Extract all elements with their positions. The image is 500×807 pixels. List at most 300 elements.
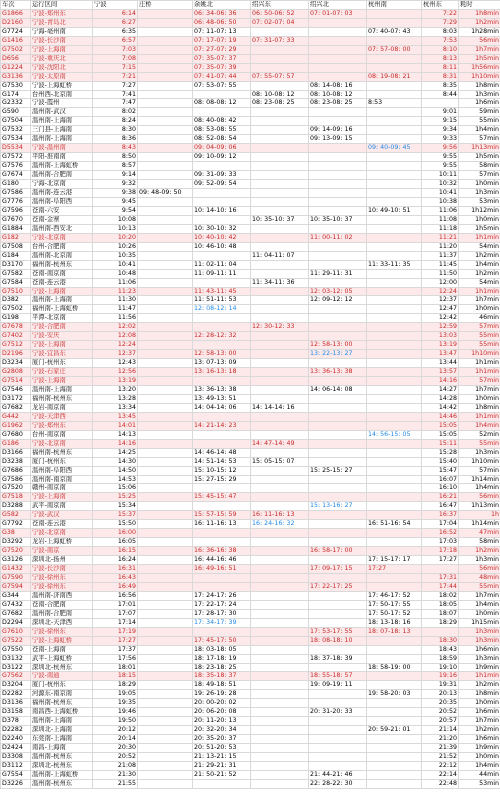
table-row[interactable] bbox=[1, 582, 500, 591]
cell-duration: 1h3min bbox=[459, 90, 500, 99]
cell-zhuangqiao bbox=[138, 744, 193, 753]
table-row[interactable] bbox=[1, 197, 500, 206]
cell-zhuangqiao bbox=[138, 197, 193, 206]
table-row[interactable] bbox=[1, 117, 500, 126]
table-row[interactable] bbox=[1, 108, 500, 117]
cell-shaoxingbei: 20: 31-20: 33 bbox=[309, 708, 367, 717]
cell-ningbo: 18:29 bbox=[93, 681, 138, 690]
cell-zhuangqiao bbox=[138, 385, 193, 394]
cell-shaoxingdong bbox=[251, 45, 309, 54]
cell-shaoxingbei: 12: 09-12: 12 bbox=[309, 296, 367, 305]
cell-ningbo: 19:46 bbox=[93, 708, 138, 717]
cell-zhuangqiao bbox=[138, 645, 193, 654]
cell-hangzhounan bbox=[367, 171, 422, 180]
cell-duration: 56min bbox=[459, 565, 500, 574]
cell-hangzhoudong: 17:31 bbox=[422, 574, 459, 583]
cell-zhuangqiao bbox=[138, 323, 193, 332]
cell-zhuangqiao bbox=[138, 359, 193, 368]
table-row[interactable] bbox=[1, 618, 500, 627]
cell-route: 宁波-长沙南 bbox=[31, 565, 93, 574]
cell-ningbo: 6:14 bbox=[93, 9, 138, 18]
table-row[interactable] bbox=[1, 762, 500, 771]
table-row[interactable] bbox=[1, 627, 500, 636]
cell-ningbo: 9:14 bbox=[93, 171, 138, 180]
cell-route: 武平-上海虹桥 bbox=[31, 654, 93, 663]
cell-zhuangqiao bbox=[138, 108, 193, 117]
cell-shaoxingbei: 17: 09-17: 15 bbox=[309, 565, 367, 574]
cell-yuyaobei bbox=[193, 278, 251, 287]
cell-ningbo: 21:55 bbox=[93, 779, 138, 788]
cell-route: 宁波-上海南 bbox=[31, 45, 93, 54]
cell-ningbo: 8:57 bbox=[93, 162, 138, 171]
cell-hangzhoudong: 20:52 bbox=[422, 708, 459, 717]
cell-route: 宁波-重庆北 bbox=[31, 54, 93, 63]
cell-duration: 56min bbox=[459, 36, 500, 45]
table-row[interactable] bbox=[1, 81, 500, 90]
cell-zhuangqiao bbox=[138, 627, 193, 636]
table-row[interactable] bbox=[1, 609, 500, 618]
table-row[interactable] bbox=[1, 99, 500, 108]
header-hangzhounan[interactable]: 杭州南 bbox=[367, 1, 422, 10]
cell-route: 厦门-杭州东 bbox=[31, 359, 93, 368]
table-row[interactable] bbox=[1, 412, 500, 421]
cell-shaoxingdong bbox=[251, 618, 309, 627]
cell-zhuangqiao bbox=[138, 600, 193, 609]
table-row[interactable] bbox=[1, 529, 500, 538]
cell-hangzhounan bbox=[367, 547, 422, 556]
table-row[interactable] bbox=[1, 269, 500, 278]
cell-hangzhoudong: 11:08 bbox=[422, 215, 459, 224]
cell-train-id: G7532 bbox=[1, 126, 31, 135]
cell-yuyaobei: 16: 36-16: 38 bbox=[193, 547, 251, 556]
cell-shaoxingdong bbox=[251, 421, 309, 430]
cell-zhuangqiao bbox=[138, 547, 193, 556]
cell-duration: 58min bbox=[459, 162, 500, 171]
cell-shaoxingdong bbox=[251, 699, 309, 708]
cell-duration: 1h10min bbox=[459, 350, 500, 359]
table-row[interactable] bbox=[1, 600, 500, 609]
cell-route: 宁波-徐州东 bbox=[31, 582, 93, 591]
cell-shaoxingdong bbox=[251, 600, 309, 609]
table-row[interactable] bbox=[1, 377, 500, 386]
cell-route: 宁波-太原南 bbox=[31, 72, 93, 81]
table-row[interactable] bbox=[1, 27, 500, 36]
table-row[interactable] bbox=[1, 171, 500, 180]
cell-train-id: G442 bbox=[1, 412, 31, 421]
cell-train-id: G7682 bbox=[1, 609, 31, 618]
cell-shaoxingdong bbox=[251, 726, 309, 735]
header-zhuangqiao[interactable]: 庄桥 bbox=[138, 1, 193, 10]
cell-hangzhounan bbox=[367, 242, 422, 251]
cell-hangzhoudong: 11:06 bbox=[422, 206, 459, 215]
table-row[interactable] bbox=[1, 206, 500, 215]
table-row[interactable] bbox=[1, 224, 500, 233]
table-row[interactable] bbox=[1, 260, 500, 269]
table-row[interactable] bbox=[1, 457, 500, 466]
cell-yuyaobei bbox=[193, 627, 251, 636]
cell-yuyaobei: 08: 08-08: 12 bbox=[193, 99, 251, 108]
cell-hangzhoudong: 9:01 bbox=[422, 108, 459, 117]
cell-route: 宁波-温州南 bbox=[31, 144, 93, 153]
cell-yuyaobei: 16: 44-16: 46 bbox=[193, 556, 251, 565]
header-train-id[interactable]: 车次 bbox=[1, 1, 31, 10]
table-row[interactable] bbox=[1, 215, 500, 224]
cell-yuyaobei bbox=[193, 189, 251, 198]
table-row[interactable] bbox=[1, 63, 500, 72]
cell-hangzhounan: 18: 58-19: 00 bbox=[367, 663, 422, 672]
cell-shaoxingbei bbox=[309, 323, 367, 332]
cell-hangzhoudong: 8:11 bbox=[422, 63, 459, 72]
table-row[interactable] bbox=[1, 770, 500, 779]
cell-hangzhounan bbox=[367, 475, 422, 484]
cell-zhuangqiao bbox=[138, 206, 193, 215]
table-row[interactable] bbox=[1, 547, 500, 556]
cell-zhuangqiao bbox=[138, 18, 193, 27]
table-row[interactable] bbox=[1, 690, 500, 699]
table-row[interactable] bbox=[1, 475, 500, 484]
table-row[interactable] bbox=[1, 189, 500, 198]
cell-shaoxingbei bbox=[309, 171, 367, 180]
cell-hangzhounan bbox=[367, 36, 422, 45]
cell-shaoxingbei: 17: 53-17: 55 bbox=[309, 627, 367, 636]
cell-shaoxingdong bbox=[251, 565, 309, 574]
cell-ningbo: 6:27 bbox=[93, 18, 138, 27]
cell-shaoxingdong bbox=[251, 117, 309, 126]
cell-route: 宁波-南通 bbox=[31, 672, 93, 681]
table-row[interactable] bbox=[1, 341, 500, 350]
cell-shaoxingdong: 14: 14-14: 16 bbox=[251, 403, 309, 412]
table-row[interactable] bbox=[1, 323, 500, 332]
table-row[interactable] bbox=[1, 403, 500, 412]
table-row[interactable] bbox=[1, 636, 500, 645]
table-row[interactable] bbox=[1, 45, 500, 54]
cell-duration: 1h9min bbox=[459, 744, 500, 753]
cell-hangzhounan: 8:53 bbox=[367, 99, 422, 108]
cell-train-id: G7596 bbox=[1, 206, 31, 215]
table-row[interactable] bbox=[1, 368, 500, 377]
cell-zhuangqiao bbox=[138, 753, 193, 762]
cell-train-id: G1432 bbox=[1, 565, 31, 574]
table-row[interactable] bbox=[1, 332, 500, 341]
cell-ningbo: 17:07 bbox=[93, 609, 138, 618]
cell-ningbo: 14:50 bbox=[93, 466, 138, 475]
table-row[interactable] bbox=[1, 556, 500, 565]
cell-hangzhounan bbox=[367, 350, 422, 359]
header-duration[interactable]: 耗时 bbox=[459, 1, 500, 10]
table-row[interactable] bbox=[1, 672, 500, 681]
cell-shaoxingbei bbox=[309, 475, 367, 484]
cell-hangzhoudong: 18:59 bbox=[422, 654, 459, 663]
cell-shaoxingbei bbox=[309, 359, 367, 368]
cell-yuyaobei: 17: 22-17: 24 bbox=[193, 600, 251, 609]
header-shaoxingdong[interactable]: 绍兴东 bbox=[251, 1, 309, 10]
table-row[interactable] bbox=[1, 242, 500, 251]
table-row[interactable] bbox=[1, 574, 500, 583]
cell-shaoxingbei bbox=[309, 332, 367, 341]
table-row[interactable] bbox=[1, 484, 500, 493]
cell-ningbo: 15:25 bbox=[93, 493, 138, 502]
cell-shaoxingdong bbox=[251, 681, 309, 690]
cell-zhuangqiao: 09: 48-09: 50 bbox=[138, 189, 193, 198]
cell-zhuangqiao bbox=[138, 448, 193, 457]
table-row[interactable] bbox=[1, 466, 500, 475]
cell-shaoxingdong bbox=[251, 609, 309, 618]
cell-route: 宁波-沈阳北 bbox=[31, 63, 93, 72]
cell-duration: 1h7min bbox=[459, 717, 500, 726]
cell-train-id: D2196 bbox=[1, 350, 31, 359]
cell-shaoxingbei bbox=[309, 144, 367, 153]
cell-duration: 1h3min bbox=[459, 556, 500, 565]
cell-shaoxingbei: 13: 36-13: 38 bbox=[309, 368, 367, 377]
table-row[interactable] bbox=[1, 448, 500, 457]
cell-hangzhounan bbox=[367, 296, 422, 305]
cell-route: 深圳北-杭州东 bbox=[31, 762, 93, 771]
table-row[interactable] bbox=[1, 126, 500, 135]
cell-shaoxingdong bbox=[251, 54, 309, 63]
cell-train-id: D2282 bbox=[1, 690, 31, 699]
cell-ningbo: 8:36 bbox=[93, 135, 138, 144]
cell-hangzhoudong: 14:16 bbox=[422, 377, 459, 386]
cell-ningbo: 13:45 bbox=[93, 412, 138, 421]
cell-shaoxingdong bbox=[251, 287, 309, 296]
cell-route: 温州南-杭州东 bbox=[31, 753, 93, 762]
cell-shaoxingdong bbox=[251, 502, 309, 511]
cell-ningbo: 7:03 bbox=[93, 45, 138, 54]
cell-shaoxingdong bbox=[251, 108, 309, 117]
cell-zhuangqiao bbox=[138, 90, 193, 99]
cell-shaoxingbei: 17: 22-17: 25 bbox=[309, 582, 367, 591]
table-row[interactable] bbox=[1, 726, 500, 735]
cell-hangzhoudong: 20:35 bbox=[422, 699, 459, 708]
table-row[interactable] bbox=[1, 153, 500, 162]
table-row[interactable] bbox=[1, 511, 500, 520]
cell-ningbo: 10:13 bbox=[93, 224, 138, 233]
table-row[interactable] bbox=[1, 591, 500, 600]
header-yuyaobei[interactable]: 余姚北 bbox=[193, 1, 251, 10]
cell-ningbo: 9:38 bbox=[93, 189, 138, 198]
header-shaoxingbei[interactable]: 绍兴北 bbox=[309, 1, 367, 10]
cell-duration: 1h10min bbox=[459, 72, 500, 81]
cell-shaoxingbei bbox=[309, 260, 367, 269]
cell-ningbo: 17:14 bbox=[93, 618, 138, 627]
cell-yuyaobei bbox=[193, 90, 251, 99]
cell-hangzhounan bbox=[367, 421, 422, 430]
table-row[interactable] bbox=[1, 36, 500, 45]
cell-duration: 1h14min bbox=[459, 520, 500, 529]
table-row[interactable] bbox=[1, 162, 500, 171]
table-row[interactable] bbox=[1, 314, 500, 323]
cell-shaoxingdong bbox=[251, 269, 309, 278]
table-row[interactable] bbox=[1, 735, 500, 744]
cell-zhuangqiao bbox=[138, 403, 193, 412]
cell-train-id: G174 bbox=[1, 90, 31, 99]
cell-route: 宁波-上海虹桥 bbox=[31, 636, 93, 645]
table-row[interactable] bbox=[1, 18, 500, 27]
table-row[interactable] bbox=[1, 654, 500, 663]
cell-duration: 1h8min bbox=[459, 9, 500, 18]
cell-shaoxingdong bbox=[251, 636, 309, 645]
cell-hangzhoudong bbox=[422, 627, 459, 636]
table-row[interactable] bbox=[1, 296, 500, 305]
table-row[interactable] bbox=[1, 135, 500, 144]
cell-duration: 1h13min bbox=[459, 144, 500, 153]
table-row[interactable] bbox=[1, 180, 500, 189]
cell-duration: 1h4min bbox=[459, 762, 500, 771]
cell-train-id: G198 bbox=[1, 314, 31, 323]
table-row[interactable] bbox=[1, 233, 500, 242]
cell-ningbo: 14:53 bbox=[93, 475, 138, 484]
cell-shaoxingdong bbox=[251, 153, 309, 162]
table-row[interactable] bbox=[1, 350, 500, 359]
cell-hangzhounan bbox=[367, 162, 422, 171]
cell-route: 宁波-徐州东 bbox=[31, 627, 93, 636]
cell-zhuangqiao bbox=[138, 654, 193, 663]
cell-zhuangqiao bbox=[138, 180, 193, 189]
cell-yuyaobei: 20: 35-20: 37 bbox=[193, 735, 251, 744]
cell-shaoxingbei: 14: 06-14: 08 bbox=[309, 385, 367, 394]
table-row[interactable] bbox=[1, 287, 500, 296]
table-row[interactable] bbox=[1, 681, 500, 690]
cell-hangzhounan: 10: 49-10: 51 bbox=[367, 206, 422, 215]
table-row[interactable] bbox=[1, 430, 500, 439]
cell-zhuangqiao bbox=[138, 708, 193, 717]
table-row[interactable] bbox=[1, 421, 500, 430]
header-hangzhoudong[interactable]: 杭州东 bbox=[422, 1, 459, 10]
cell-train-id: D3172 bbox=[1, 394, 31, 403]
cell-duration: 1h7min bbox=[459, 296, 500, 305]
table-row[interactable] bbox=[1, 359, 500, 368]
cell-route: 温州南-杭州东 bbox=[31, 779, 93, 788]
cell-train-id: G3136 bbox=[1, 72, 31, 81]
cell-ningbo: 11:06 bbox=[93, 278, 138, 287]
cell-ningbo: 8:30 bbox=[93, 126, 138, 135]
table-row[interactable] bbox=[1, 708, 500, 717]
table-row[interactable] bbox=[1, 645, 500, 654]
cell-train-id: D3288 bbox=[1, 502, 31, 511]
cell-hangzhounan bbox=[367, 699, 422, 708]
table-row[interactable] bbox=[1, 305, 500, 314]
cell-hangzhounan bbox=[367, 81, 422, 90]
cell-shaoxingbei bbox=[309, 717, 367, 726]
cell-route: 苍南-合肥南 bbox=[31, 600, 93, 609]
table-row[interactable] bbox=[1, 565, 500, 574]
cell-shaoxingbei bbox=[309, 457, 367, 466]
cell-duration: 54min bbox=[459, 242, 500, 251]
cell-route: 宁波-上海虹桥 bbox=[31, 81, 93, 90]
cell-duration: 1h4min bbox=[459, 421, 500, 430]
cell-shaoxingdong bbox=[251, 672, 309, 681]
cell-train-id: G2808 bbox=[1, 368, 31, 377]
cell-hangzhounan bbox=[367, 385, 422, 394]
table-row[interactable] bbox=[1, 779, 500, 788]
cell-duration: 1h bbox=[459, 511, 500, 520]
cell-ningbo: 20:14 bbox=[93, 735, 138, 744]
cell-duration: 1h2min bbox=[459, 681, 500, 690]
table-row[interactable] bbox=[1, 717, 500, 726]
cell-duration: 1h0min bbox=[459, 215, 500, 224]
table-row[interactable] bbox=[1, 90, 500, 99]
cell-shaoxingbei bbox=[309, 609, 367, 618]
cell-train-id: D3158 bbox=[1, 708, 31, 717]
cell-zhuangqiao bbox=[138, 72, 193, 81]
cell-train-id: G7534 bbox=[1, 135, 31, 144]
table-row[interactable] bbox=[1, 493, 500, 502]
cell-hangzhounan bbox=[367, 779, 422, 788]
cell-shaoxingdong: 15: 05-15: 07 bbox=[251, 457, 309, 466]
cell-hangzhounan bbox=[367, 359, 422, 368]
cell-route: 宁波-上海南 bbox=[31, 341, 93, 350]
cell-zhuangqiao bbox=[138, 377, 193, 386]
cell-shaoxingbei bbox=[309, 556, 367, 565]
cell-ningbo: 10:08 bbox=[93, 215, 138, 224]
cell-zhuangqiao bbox=[138, 99, 193, 108]
cell-zhuangqiao bbox=[138, 735, 193, 744]
table-row[interactable] bbox=[1, 699, 500, 708]
cell-route: 宁波-南京 bbox=[31, 547, 93, 556]
table-row[interactable] bbox=[1, 538, 500, 547]
cell-train-id: D656 bbox=[1, 54, 31, 63]
header-ningbo[interactable]: 宁波 bbox=[93, 1, 138, 10]
cell-ningbo: 7:08 bbox=[93, 54, 138, 63]
table-row[interactable] bbox=[1, 9, 500, 18]
table-row[interactable] bbox=[1, 753, 500, 762]
cell-route: 宁波-北京南 bbox=[31, 233, 93, 242]
cell-ningbo: 14:16 bbox=[93, 439, 138, 448]
cell-shaoxingbei: 09: 14-09: 16 bbox=[309, 126, 367, 135]
table-row[interactable] bbox=[1, 72, 500, 81]
cell-zhuangqiao bbox=[138, 81, 193, 90]
cell-duration: 1h2min bbox=[459, 726, 500, 735]
header-route[interactable]: 运行区间 bbox=[31, 1, 93, 10]
cell-yuyaobei: 06: 48-06: 50 bbox=[193, 18, 251, 27]
table-row[interactable] bbox=[1, 663, 500, 672]
cell-yuyaobei: 14: 04-14: 06 bbox=[193, 403, 251, 412]
cell-train-id: D3238 bbox=[1, 457, 31, 466]
table-row[interactable] bbox=[1, 439, 500, 448]
cell-shaoxingdong bbox=[251, 717, 309, 726]
table-row[interactable] bbox=[1, 251, 500, 260]
cell-zhuangqiao bbox=[138, 224, 193, 233]
table-row[interactable] bbox=[1, 520, 500, 529]
cell-ningbo: 11:23 bbox=[93, 287, 138, 296]
cell-train-id: G7522 bbox=[1, 636, 31, 645]
table-row[interactable] bbox=[1, 144, 500, 153]
cell-yuyaobei: 19: 26-19: 28 bbox=[193, 690, 251, 699]
cell-route: 温州南-上海虹桥 bbox=[31, 770, 93, 779]
cell-train-id: G7586 bbox=[1, 189, 31, 198]
table-row[interactable] bbox=[1, 278, 500, 287]
cell-train-id: G1224 bbox=[1, 63, 31, 72]
cell-yuyaobei: 13: 36-13: 38 bbox=[193, 385, 251, 394]
table-row[interactable] bbox=[1, 744, 500, 753]
cell-shaoxingdong bbox=[251, 144, 309, 153]
cell-duration: 1h2min bbox=[459, 251, 500, 260]
cell-hangzhoudong: 12:00 bbox=[422, 278, 459, 287]
cell-ningbo: 8:02 bbox=[93, 108, 138, 117]
cell-route: 三门县-上海南 bbox=[31, 126, 93, 135]
table-row[interactable] bbox=[1, 394, 500, 403]
cell-route: 温州南-阜阳西 bbox=[31, 466, 93, 475]
cell-zhuangqiao bbox=[138, 475, 193, 484]
table-row[interactable] bbox=[1, 54, 500, 63]
cell-train-id: G1962 bbox=[1, 421, 31, 430]
cell-shaoxingdong bbox=[251, 627, 309, 636]
table-row[interactable] bbox=[1, 502, 500, 511]
cell-route: 宁波-石家庄 bbox=[31, 368, 93, 377]
cell-zhuangqiao bbox=[138, 368, 193, 377]
cell-duration: 1h6min bbox=[459, 708, 500, 717]
table-row[interactable] bbox=[1, 385, 500, 394]
